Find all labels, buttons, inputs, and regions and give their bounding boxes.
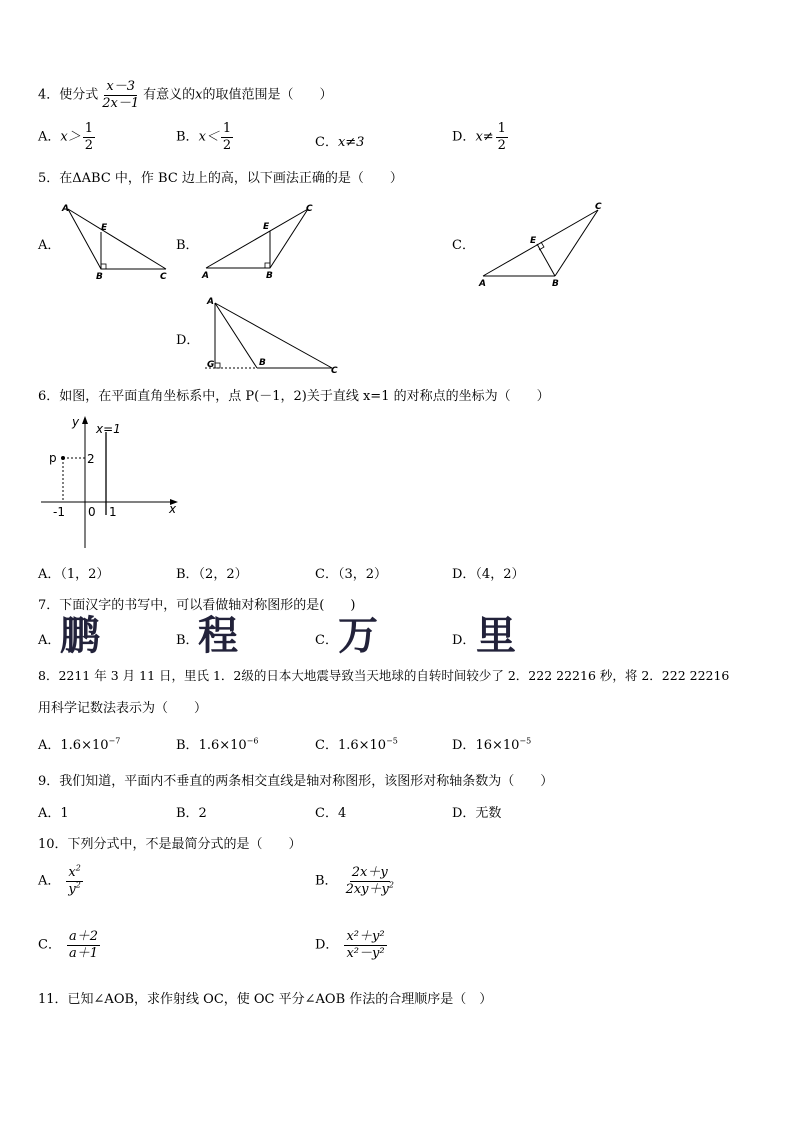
q4-fraction: $\frac{x-3}{2x-1}$: [102, 79, 140, 111]
q5-figure-a: [60, 200, 175, 285]
q10-option-a[interactable]: A． $\frac{x^2}{y^2}$: [38, 863, 81, 897]
svg-text:E: E: [263, 222, 270, 232]
svg-text:x=1: x=1: [96, 422, 121, 436]
q10-option-d[interactable]: D． $\frac{\text{x²＋y²}}{\text{x²－y²}}$: [315, 929, 385, 961]
q7-option-d-label[interactable]: D．: [452, 633, 476, 648]
q7-stem: 7．下面汉字的书写中，可以看做轴对称图形的是( ): [38, 598, 356, 613]
q8-option-d[interactable]: D．$16\times 10^{-5}$: [452, 736, 532, 753]
q7-option-b-label[interactable]: B．: [176, 633, 199, 648]
svg-text:A: A: [202, 271, 209, 281]
svg-text:C: C: [160, 272, 167, 282]
svg-text:A: A: [207, 297, 214, 307]
q5-option-d-label[interactable]: D．: [176, 333, 200, 348]
q10-option-b[interactable]: B． $\frac{2x+y}{2xy+y^2}$: [315, 865, 394, 897]
q10-stem: 10．下列分式中，不是最简分式的是（ ）: [38, 837, 302, 852]
svg-text:E: E: [101, 223, 108, 233]
q6-stem: 6．如图，在平面直角坐标系中，点 P(－1，2)关于直线 x=1 的对称点的坐标为（ ）: [38, 389, 550, 404]
q4-option-b[interactable]: B．x＜ $\frac{1}{2}$: [176, 121, 232, 153]
q9-option-c[interactable]: C．4: [315, 806, 347, 821]
q7-char-c: 万: [338, 613, 378, 659]
q5-stem: 5．在ΔABC 中，作 BC 边上的高，以下画法正确的是（ ）: [38, 171, 403, 186]
svg-text:x: x: [169, 502, 177, 516]
q9-option-a[interactable]: A．1: [38, 806, 69, 821]
svg-text:p: p: [49, 451, 57, 465]
svg-text:G: G: [207, 360, 215, 370]
q7-char-b: 程: [198, 613, 238, 659]
q5-figure-c: [475, 198, 610, 293]
q8-stem-line2: 用科学记数法表示为（ ）: [38, 701, 208, 716]
svg-text:B: B: [259, 358, 266, 368]
svg-text:-1: -1: [53, 505, 65, 519]
q7-option-a-label[interactable]: A．: [38, 633, 61, 648]
q7-char-d: 里: [476, 613, 516, 659]
svg-text:1: 1: [109, 505, 117, 519]
svg-text:B: B: [96, 272, 103, 282]
q8-option-c[interactable]: C．$1.6\times 10^{-5}$: [315, 736, 398, 753]
svg-text:C: C: [331, 366, 338, 376]
q6-option-d[interactable]: D．（4，2）: [452, 567, 525, 582]
q10-option-c[interactable]: C． $\frac{a+2}{a+1}$: [38, 929, 98, 961]
svg-text:0: 0: [88, 505, 96, 519]
q6-coordinate-graph: [38, 410, 188, 550]
q5-figure-d: [200, 293, 345, 378]
svg-text:C: C: [595, 202, 602, 212]
q5-option-b-label[interactable]: B．: [176, 238, 199, 253]
q4-option-d[interactable]: D．x≠ $\frac{1}{2}$: [452, 121, 506, 153]
svg-text:C: C: [306, 204, 313, 214]
q9-option-d[interactable]: D．无数: [452, 806, 502, 821]
q4-stem: 4．使分式 $\frac{x-3}{2x-1}$ 有意义的x的取值范围是（ ）: [38, 79, 333, 111]
q6-option-a[interactable]: A．（1，2）: [38, 567, 110, 582]
q7-option-c-label[interactable]: C．: [315, 633, 338, 648]
q11-stem: 11．已知∠AOB，求作射线 OC，使 OC 平分∠AOB 作法的合理顺序是（ ）: [38, 992, 493, 1007]
q8-option-b[interactable]: B．$1.6\times 10^{-6}$: [176, 736, 259, 753]
svg-text:2: 2: [87, 452, 95, 466]
q5-figure-b: [198, 200, 318, 285]
q4-option-c[interactable]: C．x≠3: [315, 135, 365, 150]
q5-option-a-label[interactable]: A．: [38, 238, 61, 253]
q4-option-a[interactable]: A．x＞ $\frac{1}{2}$: [38, 121, 94, 153]
q7-char-a: 鹏: [60, 613, 100, 659]
q9-option-b[interactable]: B．2: [176, 806, 207, 821]
q8-stem-line1: 8．2211 年 3 月 11 日，里氏 1．2级的日本大地震导致当天地球的自转时间较少了 2．222 22216 秒，将 2．222 22216: [38, 668, 730, 683]
svg-text:B: B: [266, 271, 273, 281]
q9-stem: 9．我们知道，平面内不垂直的两条相交直线是轴对称图形，该图形对称轴条数为（ ）: [38, 774, 554, 789]
svg-text:A: A: [479, 279, 486, 289]
svg-text:B: B: [552, 279, 559, 289]
svg-text:A: A: [62, 204, 69, 214]
q5-option-c-label[interactable]: C．: [452, 238, 475, 253]
q8-option-a[interactable]: A．$1.6\times 10^{-7}$: [38, 736, 121, 753]
svg-text:y: y: [72, 415, 80, 429]
svg-text:E: E: [530, 236, 537, 246]
q6-option-c[interactable]: C．（3，2）: [315, 567, 387, 582]
q6-option-b[interactable]: B．（2，2）: [176, 567, 248, 582]
